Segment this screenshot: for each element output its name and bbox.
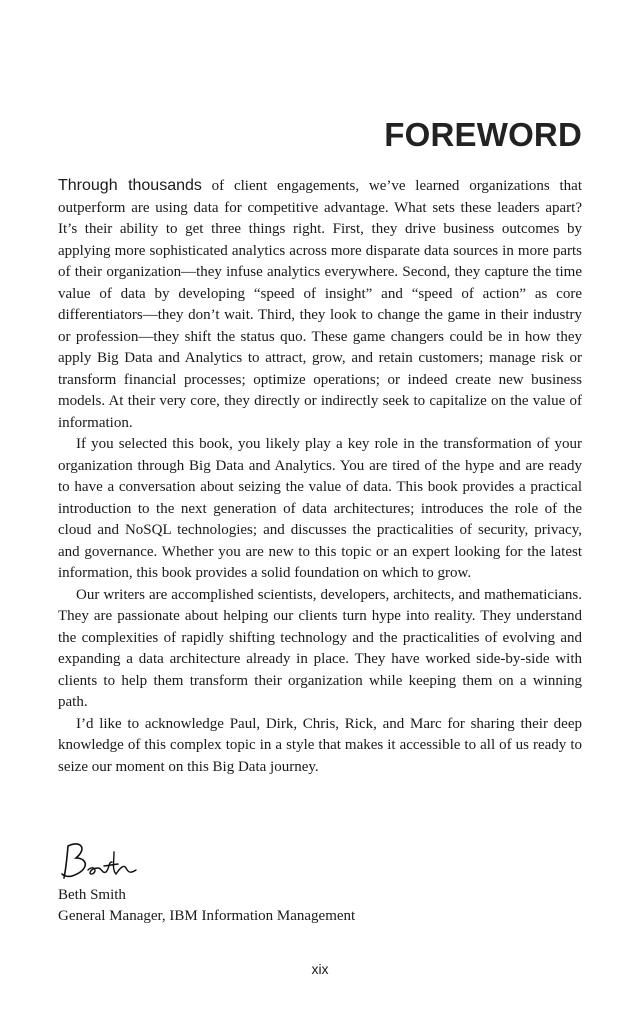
page-title: FOREWORD (384, 116, 582, 153)
paragraph-2: If you selected this book, you likely play a key role in the transformation of your organization through Big Data and Analytics. You are tired of the hype and are ready to have a conversation about seizing the value of data. This book provides a practical introduction to the next generation of data architectures; introduces the role of the cloud and NoSQL technologies; and discusses the practicalities of security, privacy, and governance. Whether you are new to this topic or an expert looking for the latest information, this book provides a solid foundation on which to grow. (58, 436, 582, 581)
handwritten-signature (58, 838, 148, 884)
paragraph-1-text: of client engagements, we’ve learned organizations that outperform are using data for competitive advantage. What sets these leaders apart? It’s their ability to get three things right. First, they drive business outcomes by applying more sophisticated analytics across more disparate data sources in more parts of their organization—they infuse analytics everywhere. Second, they capture the time value of data by developing “speed of insight” and “speed of action” as core differentiators—they don’t wait. Third, they look to change the game in their industry or profession—they shift the status quo. These game changers could be in how they apply Big Data and Analytics to attract, grow, and retain customers; manage risk or transform financial processes; optimize operations; or indeed create new business models. At their very core, they directly or indirectly seek to capitalize on the value of information. (58, 178, 582, 431)
lead-in: Through thousands (58, 177, 202, 194)
foreword-body (58, 175, 582, 778)
paragraph-1 (58, 175, 582, 434)
page-number: xix (311, 961, 329, 977)
author-name: Beth Smith (58, 887, 126, 903)
paragraph-4: I’d like to acknowledge Paul, Dirk, Chris, Rick, and Marc for sharing their deep knowledge of this complex topic in a style that makes it accessible to all of us ready to seize our moment on this Big Data journey. (58, 715, 582, 775)
paragraph-3: Our writers are accomplished scientists, developers, architects, and mathematicians. They are passionate about helping our clients turn hype into reality. They understand the complexities of rapidly shifting technology and the practicalities of evolving and expanding a data architecture already in place. They have worked side-by-side with clients to help them transform their organization while keeping them on a winning path. (58, 586, 582, 710)
author-role: General Manager, IBM Information Management (58, 908, 356, 924)
